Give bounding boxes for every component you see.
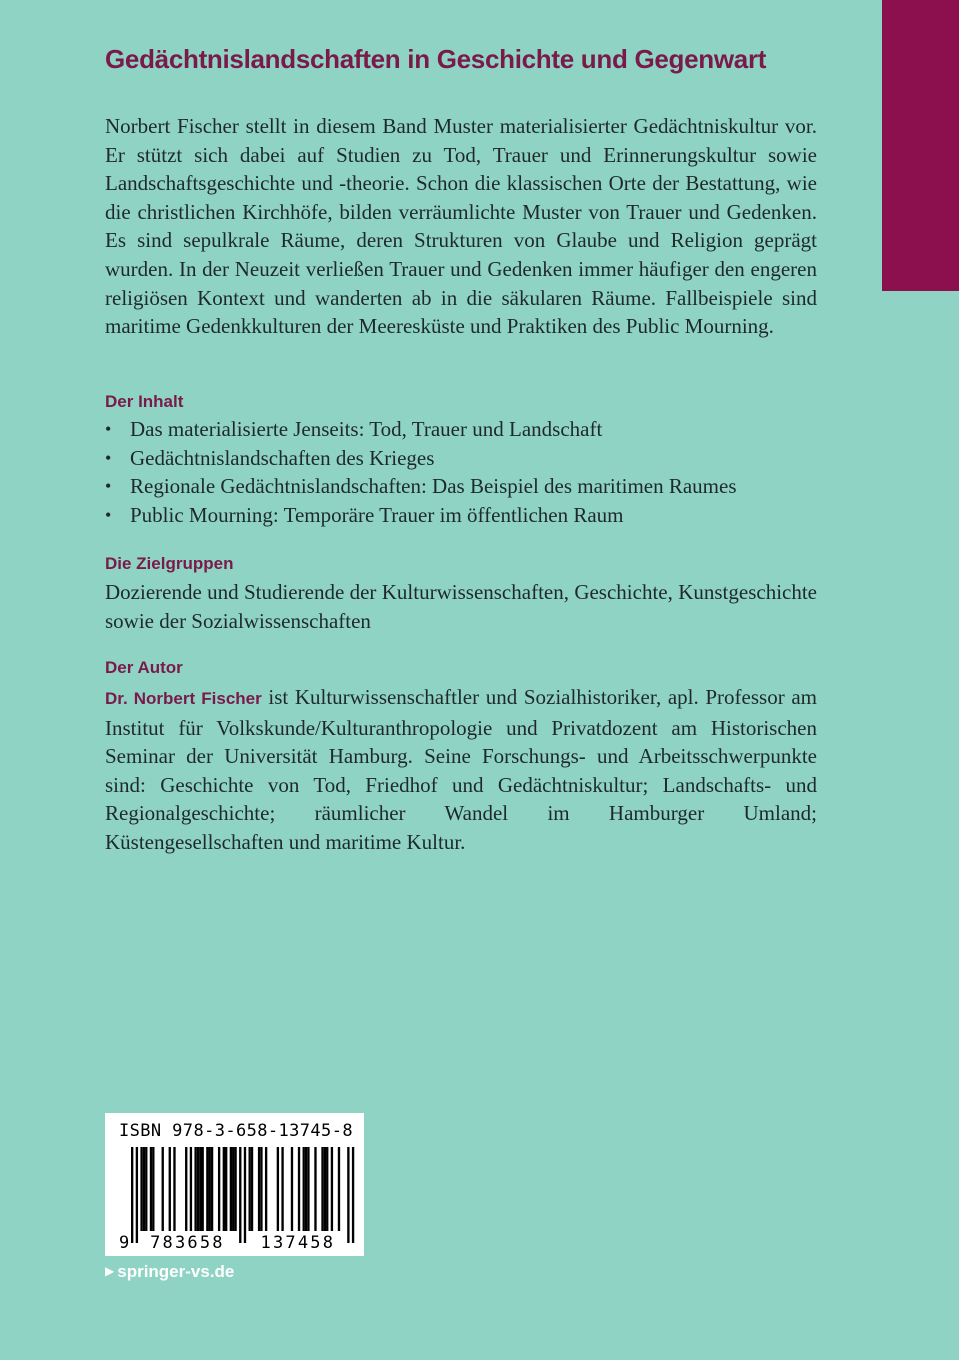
barcode-bar: [249, 1147, 251, 1231]
barcode-digits-right: 137458: [260, 1233, 336, 1253]
barcode-bar: [303, 1147, 305, 1231]
barcode-bar: [169, 1147, 171, 1231]
barcode-bar: [145, 1147, 147, 1231]
barcode-bar: [136, 1147, 138, 1243]
author-bio-text: ist Kulturwissenschaftler und Sozialhistoriker, apl. Professor am Institut für Volkskunde/Kulturanthropologie und Privatdozent am Historischen Seminar der Universität Hamburg. Seine Forschungs- und Arbeitsschwerpunkte sind: Geschichte von Tod, Friedhof und Gedächtniskultur; Landschafts- und Regionalgeschichte; räumlicher Wandel im Hamburger Umland; Küstengesellschaften und maritime Kultur.: [105, 685, 817, 854]
barcode-bar: [277, 1147, 279, 1231]
audience-text: Dozierende und Studierende der Kulturwissenschaften, Geschichte, Kunstgeschichte sowie der Sozialwissenschaften: [105, 580, 817, 633]
barcode-bar: [291, 1147, 293, 1231]
barcode-digits-left: 783658: [150, 1233, 225, 1253]
barcode-bar: [143, 1147, 145, 1231]
barcode-bar: [173, 1147, 175, 1231]
barcode-bar: [197, 1147, 199, 1231]
barcode-bar: [244, 1147, 246, 1243]
author-bio: [105, 683, 817, 857]
list-item: • Das materialisierte Jenseits: Tod, Trauer und Landschaft: [105, 417, 603, 441]
isbn-barcode: [105, 1113, 364, 1256]
list-item: • Regionale Gedächtnislandschaften: Das Beispiel des maritimen Raumes: [105, 474, 737, 499]
author-heading: Der Autor: [105, 658, 183, 677]
barcode-bar: [234, 1147, 236, 1231]
barcode-bar: [225, 1147, 227, 1231]
barcode-bar: [199, 1147, 201, 1231]
barcode-bar: [152, 1147, 154, 1231]
barcode-bar: [265, 1147, 267, 1231]
barcode-bar: [326, 1147, 328, 1231]
barcode-bar: [211, 1147, 213, 1231]
barcode-bar: [331, 1147, 333, 1231]
barcode-bar: [206, 1147, 208, 1231]
barcode-bar: [258, 1147, 260, 1231]
barcode-digit-lead: 9: [119, 1233, 132, 1253]
barcode-bar: [352, 1147, 354, 1243]
barcode-bar: [218, 1147, 220, 1231]
audience-heading: Die Zielgruppen: [105, 554, 234, 573]
barcode-bar: [338, 1147, 340, 1231]
barcode-bar: [324, 1147, 326, 1231]
barcode-bar: [281, 1147, 283, 1231]
contents-heading: Der Inhalt: [105, 392, 184, 411]
barcode-bar: [140, 1147, 142, 1231]
barcode-bar: [131, 1147, 133, 1243]
intro-paragraph: Norbert Fischer stellt in diesem Band Muster materialisierter Gedächtniskultur vor. Er stützt sich dabei auf Studien zu Tod, Trauer und Erinnerungskultur sowie Landschaftsgeschichte und -theorie. Schon die klassischen Orte der Bestattung, wie die christlichen Kirchhöfe, bilden verräumlichte Muster von Trauer und Gedenken. Es sind sepulkrale Räume, deren Strukturen von Glaube und Religion geprägt wurden. In der Neuzeit verließen Trauer und Gedenken immer häufiger den engeren religiösen Kontext und wanderten ab in die säkularen Räume. Fallbeispiele sind maritime Gedenkkulturen der Meeresküste und Praktiken des Public Mourning.: [105, 114, 817, 339]
barcode-bar: [185, 1147, 187, 1231]
triangle-right-icon: ▶: [105, 1264, 115, 1278]
barcode-bar: [260, 1147, 262, 1231]
list-item: • Gedächtnislandschaften des Krieges: [105, 445, 435, 470]
barcode-bar: [209, 1147, 211, 1231]
barcode-bars: [105, 1113, 364, 1256]
barcode-bar: [321, 1147, 323, 1231]
barcode-bar: [251, 1147, 253, 1231]
barcode-bar: [239, 1147, 241, 1243]
barcode-bar: [307, 1147, 309, 1231]
barcode-bar: [150, 1147, 152, 1231]
contents-list: [105, 415, 845, 529]
barcode-bar: [232, 1147, 234, 1231]
barcode-bar: [202, 1147, 204, 1231]
barcode-bar: [314, 1147, 316, 1231]
author-name: Dr. Norbert Fischer: [105, 689, 262, 708]
website-link[interactable]: ▶ springer-vs.de: [105, 1262, 235, 1281]
list-item: • Public Mourning: Temporäre Trauer im öffentlichen Raum: [105, 502, 624, 527]
barcode-bar: [347, 1147, 349, 1243]
isbn-label: ISBN 978-3-658-13745-8: [119, 1121, 353, 1141]
book-title: Gedächtnislandschaften in Geschichte und Gegenwart: [105, 44, 767, 74]
color-tab: [882, 0, 959, 291]
barcode-bar: [223, 1147, 225, 1231]
barcode-bar: [190, 1147, 192, 1231]
barcode-bar: [194, 1147, 196, 1231]
barcode-bar: [298, 1147, 300, 1231]
barcode-bar: [230, 1147, 232, 1231]
barcode-bar: [162, 1147, 164, 1231]
barcode-bar: [305, 1147, 307, 1231]
